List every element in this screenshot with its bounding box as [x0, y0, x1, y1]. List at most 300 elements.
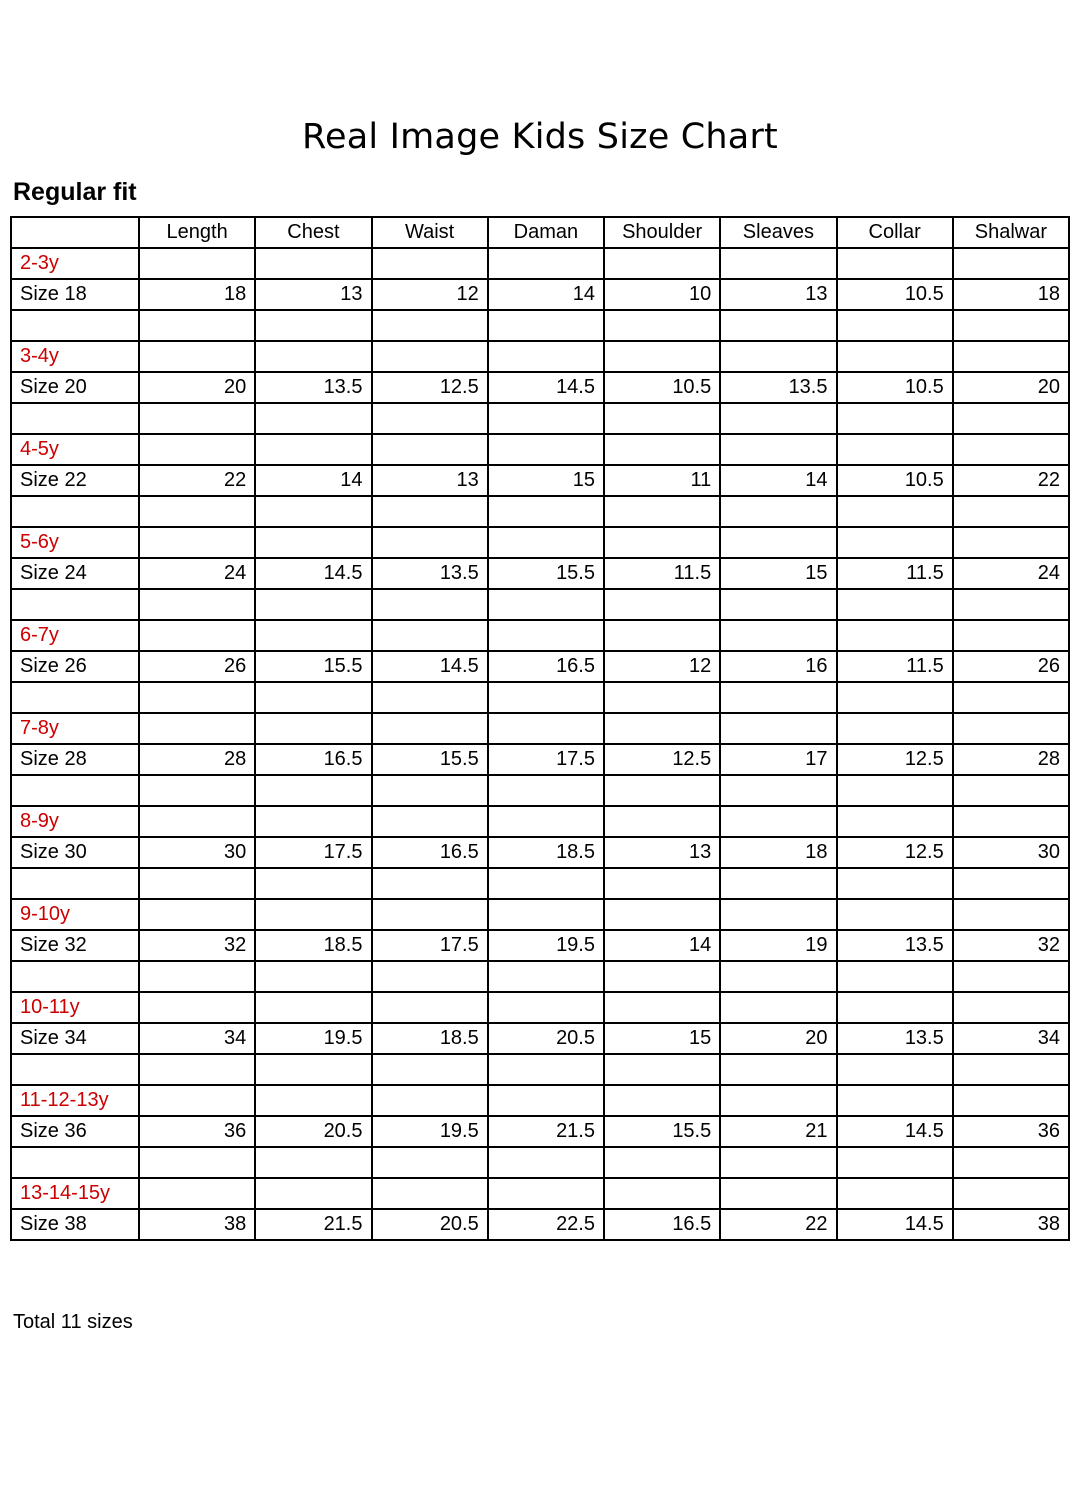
measurement-chest: 20.5 — [255, 1116, 371, 1147]
table-row — [11, 930, 1069, 961]
age-group-label: 13-14-15y — [11, 1178, 139, 1209]
age-group-row — [11, 899, 1069, 930]
spacer-cell — [255, 310, 371, 341]
measurement-length: 36 — [139, 1116, 255, 1147]
empty-cell — [139, 248, 255, 279]
size-label: Size 38 — [11, 1209, 139, 1240]
empty-cell — [953, 341, 1069, 372]
empty-cell — [720, 1178, 836, 1209]
age-group-row — [11, 1085, 1069, 1116]
empty-cell — [837, 434, 953, 465]
empty-cell — [953, 1178, 1069, 1209]
table-header — [11, 217, 1069, 248]
empty-cell — [953, 992, 1069, 1023]
spacer-cell — [953, 868, 1069, 899]
table-row — [11, 1023, 1069, 1054]
total-sizes-note: Total 11 sizes — [13, 1311, 133, 1333]
measurement-length: 38 — [139, 1209, 255, 1240]
measurement-sleaves: 21 — [720, 1116, 836, 1147]
table-spacer-row — [11, 682, 1069, 713]
empty-cell — [720, 713, 836, 744]
spacer-cell — [11, 310, 139, 341]
spacer-cell — [604, 496, 720, 527]
empty-cell — [255, 806, 371, 837]
age-group-label: 5-6y — [11, 527, 139, 558]
age-group-label: 3-4y — [11, 341, 139, 372]
measurement-chest: 13 — [255, 279, 371, 310]
spacer-cell — [720, 868, 836, 899]
measurement-shalwar: 36 — [953, 1116, 1069, 1147]
measurement-collar: 12.5 — [837, 837, 953, 868]
empty-cell — [255, 527, 371, 558]
measurement-shoulder: 12.5 — [604, 744, 720, 775]
measurement-shalwar: 26 — [953, 651, 1069, 682]
empty-cell — [720, 1085, 836, 1116]
spacer-cell — [604, 589, 720, 620]
spacer-cell — [488, 310, 604, 341]
table-spacer-row — [11, 589, 1069, 620]
spacer-cell — [604, 403, 720, 434]
table-spacer-row — [11, 775, 1069, 806]
measurement-chest: 16.5 — [255, 744, 371, 775]
empty-cell — [604, 899, 720, 930]
measurement-length: 28 — [139, 744, 255, 775]
empty-cell — [488, 620, 604, 651]
measurement-daman: 21.5 — [488, 1116, 604, 1147]
empty-cell — [372, 434, 488, 465]
spacer-cell — [604, 868, 720, 899]
table-spacer-row — [11, 961, 1069, 992]
empty-cell — [139, 1178, 255, 1209]
spacer-cell — [372, 682, 488, 713]
measurement-collar: 13.5 — [837, 1023, 953, 1054]
spacer-cell — [488, 682, 604, 713]
spacer-cell — [953, 961, 1069, 992]
spacer-cell — [604, 775, 720, 806]
spacer-cell — [488, 868, 604, 899]
age-group-label: 2-3y — [11, 248, 139, 279]
age-group-row — [11, 620, 1069, 651]
empty-cell — [255, 992, 371, 1023]
measurement-collar: 10.5 — [837, 279, 953, 310]
measurement-shalwar: 22 — [953, 465, 1069, 496]
spacer-cell — [953, 1054, 1069, 1085]
spacer-cell — [604, 961, 720, 992]
empty-cell — [604, 1178, 720, 1209]
empty-cell — [604, 620, 720, 651]
empty-cell — [720, 248, 836, 279]
age-group-label: 11-12-13y — [11, 1085, 139, 1116]
column-header-chest: Chest — [255, 217, 371, 248]
empty-cell — [953, 713, 1069, 744]
age-group-row — [11, 992, 1069, 1023]
measurement-daman: 22.5 — [488, 1209, 604, 1240]
measurement-shoulder: 10 — [604, 279, 720, 310]
empty-cell — [720, 899, 836, 930]
measurement-length: 18 — [139, 279, 255, 310]
spacer-cell — [604, 1054, 720, 1085]
spacer-cell — [11, 496, 139, 527]
fit-type-label: Regular fit — [13, 177, 137, 206]
measurement-shalwar: 28 — [953, 744, 1069, 775]
measurement-shalwar: 34 — [953, 1023, 1069, 1054]
spacer-cell — [372, 1054, 488, 1085]
age-group-label: 9-10y — [11, 899, 139, 930]
measurement-sleaves: 19 — [720, 930, 836, 961]
spacer-cell — [11, 403, 139, 434]
age-group-row — [11, 806, 1069, 837]
empty-cell — [255, 1085, 371, 1116]
table-row — [11, 744, 1069, 775]
column-header-collar: Collar — [837, 217, 953, 248]
measurement-collar: 11.5 — [837, 558, 953, 589]
empty-cell — [139, 341, 255, 372]
age-group-label: 8-9y — [11, 806, 139, 837]
spacer-cell — [604, 682, 720, 713]
size-label: Size 18 — [11, 279, 139, 310]
empty-cell — [139, 806, 255, 837]
empty-cell — [255, 713, 371, 744]
spacer-cell — [488, 496, 604, 527]
spacer-cell — [837, 589, 953, 620]
measurement-sleaves: 22 — [720, 1209, 836, 1240]
measurement-sleaves: 20 — [720, 1023, 836, 1054]
measurement-chest: 13.5 — [255, 372, 371, 403]
empty-cell — [139, 434, 255, 465]
spacer-cell — [837, 961, 953, 992]
empty-cell — [255, 248, 371, 279]
empty-cell — [604, 248, 720, 279]
measurement-shoulder: 14 — [604, 930, 720, 961]
empty-cell — [837, 248, 953, 279]
spacer-cell — [139, 682, 255, 713]
column-header-shoulder: Shoulder — [604, 217, 720, 248]
spacer-cell — [837, 775, 953, 806]
measurement-length: 20 — [139, 372, 255, 403]
spacer-cell — [488, 403, 604, 434]
spacer-cell — [11, 1147, 139, 1178]
empty-cell — [372, 248, 488, 279]
empty-cell — [255, 1178, 371, 1209]
spacer-cell — [372, 1147, 488, 1178]
column-header-waist: Waist — [372, 217, 488, 248]
measurement-daman: 16.5 — [488, 651, 604, 682]
measurement-waist: 15.5 — [372, 744, 488, 775]
empty-cell — [837, 527, 953, 558]
measurement-sleaves: 13 — [720, 279, 836, 310]
measurement-shoulder: 13 — [604, 837, 720, 868]
empty-cell — [604, 434, 720, 465]
spacer-cell — [953, 496, 1069, 527]
empty-cell — [604, 341, 720, 372]
measurement-chest: 18.5 — [255, 930, 371, 961]
empty-cell — [837, 1085, 953, 1116]
page-title: Real Image Kids Size Chart — [302, 117, 778, 157]
spacer-cell — [837, 868, 953, 899]
column-header-length: Length — [139, 217, 255, 248]
column-header-blank — [11, 217, 139, 248]
empty-cell — [372, 527, 488, 558]
empty-cell — [953, 1085, 1069, 1116]
measurement-shalwar: 24 — [953, 558, 1069, 589]
spacer-cell — [720, 1054, 836, 1085]
measurement-length: 32 — [139, 930, 255, 961]
measurement-collar: 10.5 — [837, 372, 953, 403]
spacer-cell — [11, 589, 139, 620]
empty-cell — [488, 992, 604, 1023]
empty-cell — [837, 806, 953, 837]
empty-cell — [837, 1178, 953, 1209]
spacer-cell — [953, 775, 1069, 806]
spacer-cell — [372, 310, 488, 341]
table-spacer-row — [11, 496, 1069, 527]
table-spacer-row — [11, 1054, 1069, 1085]
measurement-length: 34 — [139, 1023, 255, 1054]
empty-cell — [488, 1085, 604, 1116]
measurement-daman: 19.5 — [488, 930, 604, 961]
table-header-row — [11, 217, 1069, 248]
measurement-collar: 14.5 — [837, 1116, 953, 1147]
spacer-cell — [953, 310, 1069, 341]
size-label: Size 20 — [11, 372, 139, 403]
spacer-cell — [11, 961, 139, 992]
measurement-daman: 14 — [488, 279, 604, 310]
spacer-cell — [255, 403, 371, 434]
spacer-cell — [837, 1147, 953, 1178]
measurement-sleaves: 16 — [720, 651, 836, 682]
age-group-label: 6-7y — [11, 620, 139, 651]
measurement-waist: 17.5 — [372, 930, 488, 961]
empty-cell — [837, 992, 953, 1023]
empty-cell — [372, 1085, 488, 1116]
measurement-sleaves: 18 — [720, 837, 836, 868]
spacer-cell — [837, 310, 953, 341]
empty-cell — [372, 713, 488, 744]
measurement-shalwar: 32 — [953, 930, 1069, 961]
measurement-collar: 10.5 — [837, 465, 953, 496]
spacer-cell — [139, 589, 255, 620]
spacer-cell — [720, 961, 836, 992]
spacer-cell — [953, 1147, 1069, 1178]
spacer-cell — [488, 1054, 604, 1085]
spacer-cell — [837, 682, 953, 713]
empty-cell — [837, 341, 953, 372]
empty-cell — [720, 620, 836, 651]
empty-cell — [604, 992, 720, 1023]
spacer-cell — [372, 589, 488, 620]
table-row — [11, 279, 1069, 310]
empty-cell — [255, 341, 371, 372]
spacer-cell — [953, 682, 1069, 713]
spacer-cell — [372, 775, 488, 806]
measurement-shoulder: 10.5 — [604, 372, 720, 403]
measurement-chest: 14 — [255, 465, 371, 496]
spacer-cell — [720, 310, 836, 341]
spacer-cell — [11, 682, 139, 713]
measurement-chest: 17.5 — [255, 837, 371, 868]
empty-cell — [604, 806, 720, 837]
size-label: Size 34 — [11, 1023, 139, 1054]
size-label: Size 30 — [11, 837, 139, 868]
empty-cell — [139, 527, 255, 558]
age-group-row — [11, 248, 1069, 279]
measurement-sleaves: 17 — [720, 744, 836, 775]
measurement-daman: 18.5 — [488, 837, 604, 868]
empty-cell — [372, 806, 488, 837]
age-group-label: 7-8y — [11, 713, 139, 744]
measurement-shoulder: 16.5 — [604, 1209, 720, 1240]
measurement-chest: 19.5 — [255, 1023, 371, 1054]
measurement-waist: 13 — [372, 465, 488, 496]
measurement-daman: 15.5 — [488, 558, 604, 589]
size-label: Size 26 — [11, 651, 139, 682]
empty-cell — [139, 899, 255, 930]
empty-cell — [139, 1085, 255, 1116]
measurement-waist: 12 — [372, 279, 488, 310]
measurement-shoulder: 15.5 — [604, 1116, 720, 1147]
size-label: Size 28 — [11, 744, 139, 775]
spacer-cell — [139, 310, 255, 341]
measurement-length: 24 — [139, 558, 255, 589]
measurement-daman: 20.5 — [488, 1023, 604, 1054]
measurement-shalwar: 20 — [953, 372, 1069, 403]
measurement-waist: 18.5 — [372, 1023, 488, 1054]
empty-cell — [488, 527, 604, 558]
table-spacer-row — [11, 310, 1069, 341]
empty-cell — [255, 620, 371, 651]
empty-cell — [488, 1178, 604, 1209]
age-group-row — [11, 341, 1069, 372]
table-spacer-row — [11, 868, 1069, 899]
empty-cell — [139, 713, 255, 744]
spacer-cell — [11, 1054, 139, 1085]
measurement-waist: 20.5 — [372, 1209, 488, 1240]
spacer-cell — [255, 682, 371, 713]
spacer-cell — [11, 868, 139, 899]
column-header-sleaves: Sleaves — [720, 217, 836, 248]
empty-cell — [488, 899, 604, 930]
empty-cell — [372, 1178, 488, 1209]
spacer-cell — [139, 961, 255, 992]
empty-cell — [372, 620, 488, 651]
spacer-cell — [953, 589, 1069, 620]
measurement-collar: 12.5 — [837, 744, 953, 775]
spacer-cell — [837, 496, 953, 527]
measurement-collar: 14.5 — [837, 1209, 953, 1240]
spacer-cell — [604, 1147, 720, 1178]
table-row — [11, 1209, 1069, 1240]
measurement-length: 26 — [139, 651, 255, 682]
empty-cell — [488, 713, 604, 744]
spacer-cell — [720, 589, 836, 620]
table-row — [11, 1116, 1069, 1147]
measurement-shoulder: 12 — [604, 651, 720, 682]
measurement-chest: 21.5 — [255, 1209, 371, 1240]
empty-cell — [604, 713, 720, 744]
table-row — [11, 558, 1069, 589]
spacer-cell — [720, 403, 836, 434]
table-row — [11, 651, 1069, 682]
measurement-shalwar: 18 — [953, 279, 1069, 310]
age-group-row — [11, 1178, 1069, 1209]
spacer-cell — [720, 1147, 836, 1178]
measurement-waist: 14.5 — [372, 651, 488, 682]
empty-cell — [720, 341, 836, 372]
measurement-length: 30 — [139, 837, 255, 868]
spacer-cell — [953, 403, 1069, 434]
table-row — [11, 837, 1069, 868]
measurement-waist: 19.5 — [372, 1116, 488, 1147]
empty-cell — [255, 899, 371, 930]
empty-cell — [372, 341, 488, 372]
empty-cell — [720, 992, 836, 1023]
measurement-collar: 13.5 — [837, 930, 953, 961]
measurement-sleaves: 15 — [720, 558, 836, 589]
spacer-cell — [139, 496, 255, 527]
spacer-cell — [255, 1054, 371, 1085]
spacer-cell — [255, 868, 371, 899]
table-spacer-row — [11, 1147, 1069, 1178]
empty-cell — [255, 434, 371, 465]
measurement-shoulder: 11 — [604, 465, 720, 496]
measurement-shalwar: 38 — [953, 1209, 1069, 1240]
spacer-cell — [372, 403, 488, 434]
empty-cell — [953, 806, 1069, 837]
spacer-cell — [11, 775, 139, 806]
spacer-cell — [139, 403, 255, 434]
spacer-cell — [139, 775, 255, 806]
age-group-label: 4-5y — [11, 434, 139, 465]
empty-cell — [720, 434, 836, 465]
age-group-row — [11, 713, 1069, 744]
empty-cell — [953, 248, 1069, 279]
spacer-cell — [720, 775, 836, 806]
empty-cell — [139, 992, 255, 1023]
empty-cell — [953, 620, 1069, 651]
spacer-cell — [720, 682, 836, 713]
empty-cell — [139, 620, 255, 651]
measurement-daman: 14.5 — [488, 372, 604, 403]
empty-cell — [837, 713, 953, 744]
empty-cell — [837, 899, 953, 930]
column-header-daman: Daman — [488, 217, 604, 248]
empty-cell — [488, 806, 604, 837]
measurement-shoulder: 11.5 — [604, 558, 720, 589]
empty-cell — [372, 899, 488, 930]
measurement-shalwar: 30 — [953, 837, 1069, 868]
age-group-row — [11, 434, 1069, 465]
size-label: Size 24 — [11, 558, 139, 589]
size-label: Size 36 — [11, 1116, 139, 1147]
measurement-chest: 15.5 — [255, 651, 371, 682]
size-chart-table — [10, 216, 1070, 1241]
table-row — [11, 465, 1069, 496]
empty-cell — [720, 527, 836, 558]
empty-cell — [604, 1085, 720, 1116]
spacer-cell — [255, 589, 371, 620]
age-group-label: 10-11y — [11, 992, 139, 1023]
spacer-cell — [488, 775, 604, 806]
spacer-cell — [720, 496, 836, 527]
size-label: Size 22 — [11, 465, 139, 496]
empty-cell — [837, 620, 953, 651]
spacer-cell — [255, 961, 371, 992]
measurement-collar: 11.5 — [837, 651, 953, 682]
empty-cell — [372, 992, 488, 1023]
measurement-sleaves: 13.5 — [720, 372, 836, 403]
spacer-cell — [372, 961, 488, 992]
empty-cell — [488, 434, 604, 465]
